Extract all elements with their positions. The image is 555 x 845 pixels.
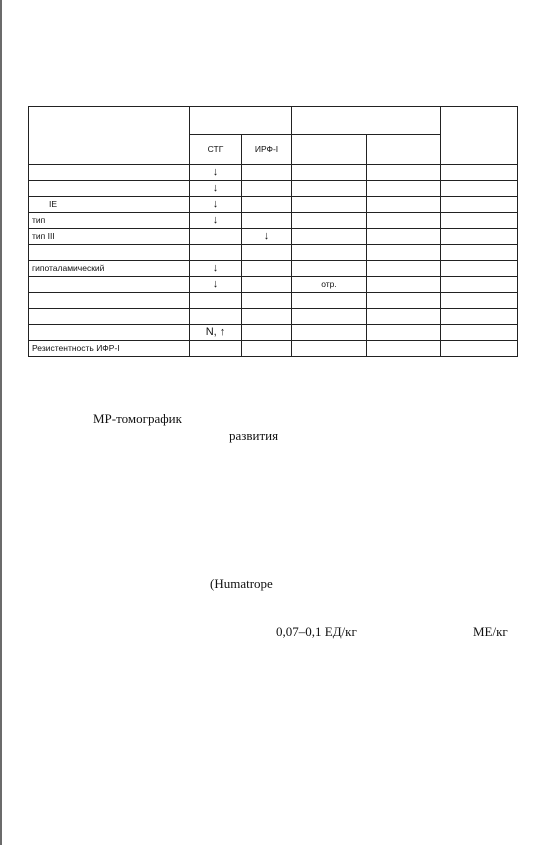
- table-row: [29, 181, 518, 197]
- text-dose: 0,07–0,1 ЕД/кг: [276, 624, 357, 639]
- row-cell-3: [292, 197, 367, 213]
- row-irf-cell: [242, 293, 292, 309]
- table-row: [29, 229, 518, 245]
- row-label-cell: [29, 325, 190, 341]
- text-me-kg: МЕ/кг: [473, 624, 508, 639]
- row-cell-3: [292, 325, 367, 341]
- row-label-cell: [29, 165, 190, 181]
- table-row: [29, 293, 518, 309]
- row-cell-4: [367, 165, 441, 181]
- header-cell-last: [441, 107, 518, 165]
- row-label-cell: IE: [29, 197, 190, 213]
- table-row: [29, 213, 518, 229]
- row-irf-cell: [242, 325, 292, 341]
- row-label-cell: тип: [29, 213, 190, 229]
- row-cell-5: [441, 293, 518, 309]
- table-body: [29, 165, 518, 357]
- row-stg-cell: ↓: [190, 277, 242, 293]
- text-razvitiya: развития: [229, 428, 279, 443]
- header-sub-4: [367, 135, 441, 165]
- row-cell-5: [441, 197, 518, 213]
- row-cell-5: [441, 261, 518, 277]
- table-header-row: [29, 107, 518, 135]
- row-stg-cell: [190, 245, 242, 261]
- table-row: [29, 325, 518, 341]
- row-cell-5: [441, 245, 518, 261]
- row-stg-cell: ↓: [190, 261, 242, 277]
- header-irf: ИРФ-I: [242, 135, 292, 165]
- row-cell-3: [292, 229, 367, 245]
- text-humatrope: (Humatrope: [210, 576, 273, 591]
- row-cell-4: [367, 181, 441, 197]
- row-cell-3: [292, 309, 367, 325]
- row-cell-4: [367, 293, 441, 309]
- row-cell-5: [441, 341, 518, 357]
- table-row: [29, 197, 518, 213]
- table-row: [29, 309, 518, 325]
- row-irf-cell: [242, 261, 292, 277]
- row-irf-cell: [242, 181, 292, 197]
- row-label-cell: Резистентность ИФР-I: [29, 341, 190, 357]
- row-cell-4: [367, 277, 441, 293]
- row-irf-cell: [242, 197, 292, 213]
- row-cell-5: [441, 277, 518, 293]
- row-stg-cell: [190, 229, 242, 245]
- row-cell-3: [292, 293, 367, 309]
- row-cell-3: [292, 181, 367, 197]
- row-irf-cell: [242, 213, 292, 229]
- table-row: [29, 245, 518, 261]
- row-cell-5: [441, 325, 518, 341]
- row-stg-cell: [190, 293, 242, 309]
- row-irf-cell: [242, 165, 292, 181]
- row-label-cell: гипоталамический: [29, 261, 190, 277]
- row-cell-5: [441, 213, 518, 229]
- row-stg-cell: [190, 341, 242, 357]
- row-stg-cell: [190, 309, 242, 325]
- data-table: [28, 106, 518, 357]
- row-cell-4: [367, 261, 441, 277]
- row-cell-3: [292, 213, 367, 229]
- header-group-2: [292, 107, 441, 135]
- row-cell-3: отр.: [292, 277, 367, 293]
- row-label-cell: [29, 245, 190, 261]
- table-row: [29, 165, 518, 181]
- header-stg: СТГ: [190, 135, 242, 165]
- row-stg-cell: ↓: [190, 213, 242, 229]
- row-label-cell: [29, 181, 190, 197]
- table-row: [29, 341, 518, 357]
- row-cell-4: [367, 197, 441, 213]
- row-irf-cell: [242, 245, 292, 261]
- row-cell-4: [367, 213, 441, 229]
- row-cell-3: [292, 341, 367, 357]
- row-cell-5: [441, 309, 518, 325]
- row-irf-cell: ↓: [242, 229, 292, 245]
- row-stg-cell: ↓: [190, 181, 242, 197]
- row-stg-cell: ↓: [190, 197, 242, 213]
- row-label-cell: [29, 277, 190, 293]
- text-mr-tomography: МР-томографик: [93, 411, 182, 426]
- table-row: [29, 277, 518, 293]
- row-cell-3: [292, 245, 367, 261]
- row-cell-3: [292, 261, 367, 277]
- row-label-cell: тип III: [29, 229, 190, 245]
- row-irf-cell: [242, 341, 292, 357]
- row-irf-cell: [242, 309, 292, 325]
- row-cell-5: [441, 165, 518, 181]
- header-cell-label: [29, 107, 190, 165]
- page-left-edge: [0, 0, 2, 845]
- row-cell-4: [367, 245, 441, 261]
- row-cell-4: [367, 341, 441, 357]
- row-label-cell: [29, 293, 190, 309]
- row-cell-4: [367, 325, 441, 341]
- header-sub-3: [292, 135, 367, 165]
- header-group-hormones: [190, 107, 292, 135]
- table-row: [29, 261, 518, 277]
- row-irf-cell: [242, 277, 292, 293]
- row-label-cell: [29, 309, 190, 325]
- row-stg-cell: ↓: [190, 165, 242, 181]
- row-cell-3: [292, 165, 367, 181]
- row-cell-5: [441, 229, 518, 245]
- row-stg-cell: N, ↑: [190, 325, 242, 341]
- row-cell-4: [367, 309, 441, 325]
- row-cell-5: [441, 181, 518, 197]
- row-cell-4: [367, 229, 441, 245]
